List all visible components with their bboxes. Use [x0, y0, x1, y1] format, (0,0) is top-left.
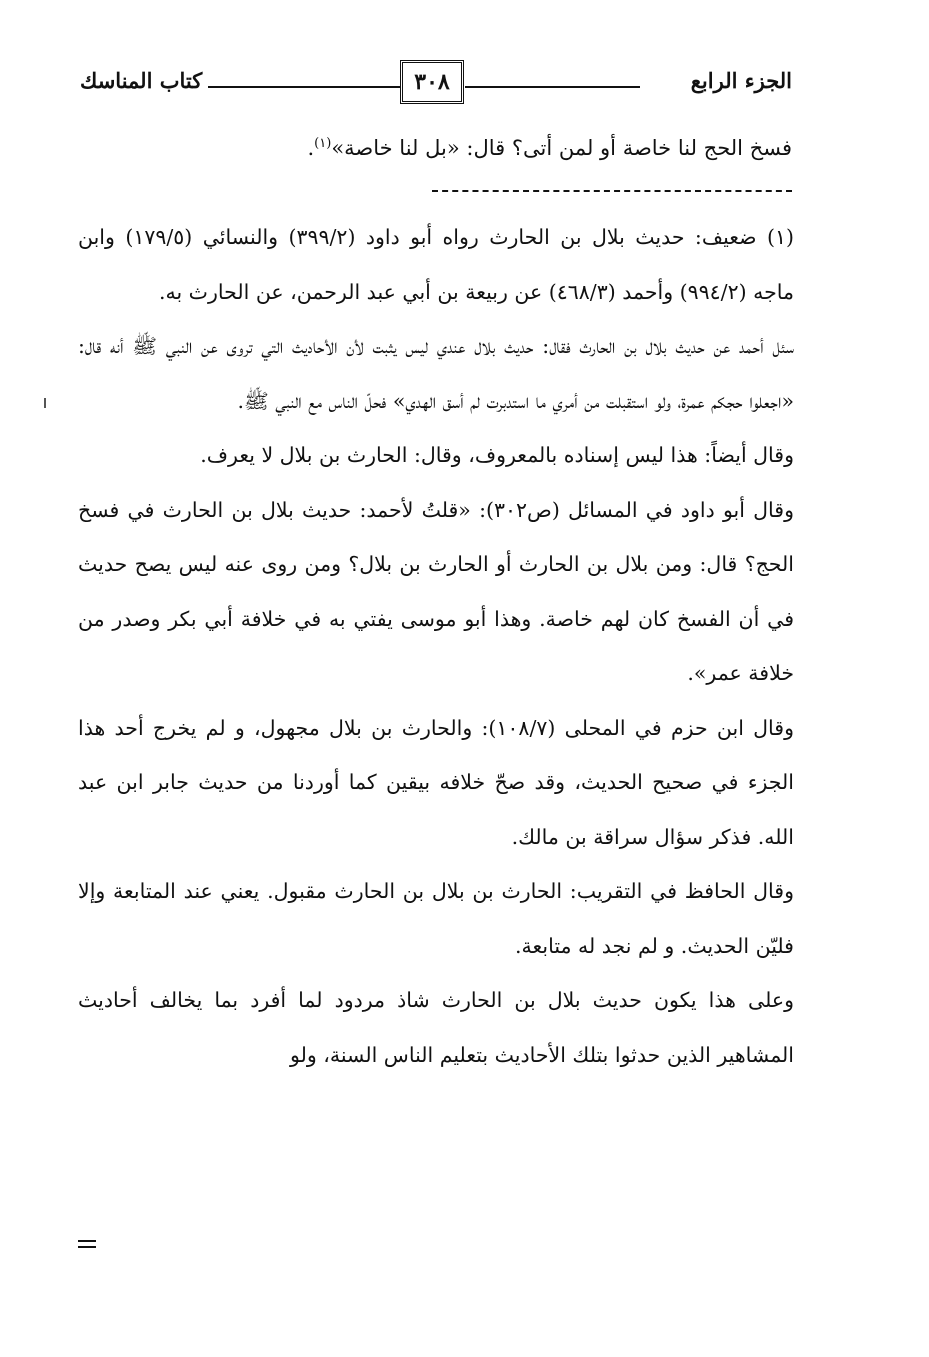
main-text: فسخ الحج لنا خاصة أو لمن أتى؟ قال: «بل لنا خاصة»: [331, 136, 792, 160]
footnote-paragraph: وقال ابن حزم في المحلى (١٠٨/٧): والحارث بن بلال مجهول، و لم يخرج أحد هذا الجزء في صحيح الحديث، وقد صحّ خلافه بيقين كما أوردنا من حديث جابر ابن عبد الله. فذكر سؤال سراقة بن مالك.: [78, 715, 794, 849]
footnote-paragraph: سئل أحمد عن حديث بلال بن الحارث فقال: حديث بلال عندي ليس يثبت لأن الأحاديث التي تروى عن النبي ﷺ أنه قال: «اجعلوا حجكم عمرة، ولو استقبلت من أمري ما استدبرت لم أسق الهدي» فحلّ الناس مع النبي ﷺ.: [78, 334, 794, 413]
footnote-paragraph: وقال الحافظ في التقريب: الحارث بن بلال بن الحارث مقبول. يعني عند المتابعة وإلا فليّن الحديث. و لم نجد له متابعة.: [78, 879, 794, 958]
continuation-mark: [78, 1240, 96, 1252]
header-rule-right: [465, 86, 640, 88]
footnote-paragraph: وعلى هذا يكون حديث بلال بن الحارث شاذ مردود لما أفرد بما يخالف أحاديث المشاهير الذين حدثوا بتلك الأحاديث بتعليم الناس السنة، ولو: [78, 988, 794, 1067]
volume-label: الجزء الرابع: [690, 68, 792, 93]
continuation-mark-line: [78, 1240, 96, 1242]
main-text-line: [192, 136, 792, 160]
footnote-reference: (١): [314, 136, 332, 151]
page-header: [80, 60, 792, 110]
footnote-paragraph: (١) ضعيف: حديث بلال بن الحارث رواه أبو داود (٣٩٩/٢) والنسائي (١٧٩/٥) وابن ماجه (٩٩٤/٢) وأحمد (٤٦٨/٣) عن ربيعة بن أبي عبد الرحمن، عن الحارث به.: [78, 225, 794, 304]
footnote-block: [78, 210, 794, 1082]
margin-speck: [44, 398, 46, 408]
page-number-box: [400, 60, 464, 104]
footnote-separator: [432, 190, 792, 192]
footnote-paragraph: وقال أبو داود في المسائل (ص٣٠٢): «قلتُ لأحمد: حديث بلال بن الحارث في فسخ الحج؟ قال: ومن بلال بن الحارث أو الحارث بن بلال؟ ومن روى عنه ليس يصح حديث في أن الفسخ كان لهم خاصة. وهذا أبو موسى يفتي به في خلافة أبي بكر وصدر من خلافة عمر».: [78, 497, 794, 685]
continuation-mark-line: [78, 1246, 96, 1248]
footnote-paragraph: وقال أيضاً: هذا ليس إسناده بالمعروف، وقال: الحارث بن بلال لا يعرف.: [200, 443, 794, 467]
book-title: كتاب المناسك: [80, 68, 203, 93]
main-text-period: .: [307, 136, 315, 160]
header-rule-left: [208, 86, 400, 88]
page-number: ٣٠٨: [414, 69, 450, 95]
